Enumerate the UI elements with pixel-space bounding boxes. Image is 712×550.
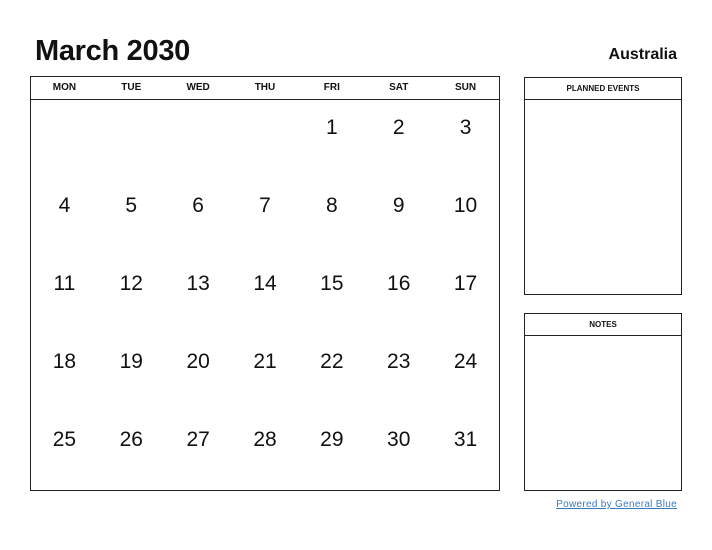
day-cell	[165, 100, 232, 178]
calendar-days	[31, 100, 499, 490]
day-cell: 24	[453, 350, 478, 373]
day-cell: 18	[52, 350, 77, 373]
day-cell: 26	[119, 428, 143, 451]
day-cell: 17	[453, 272, 478, 295]
day-cell: 2	[392, 116, 405, 139]
weekday-sat: SAT	[389, 82, 409, 93]
day-cell: 12	[119, 272, 143, 295]
day-cell: 27	[186, 428, 210, 451]
weekday-tue: TUE	[121, 82, 142, 93]
day-cell: 22	[320, 350, 344, 373]
day-cell	[98, 100, 165, 178]
day-cell: 14	[253, 272, 277, 295]
planned-events-heading: PLANNED EVENTS	[525, 78, 681, 100]
day-cell: 28	[253, 428, 277, 451]
day-cell: 16	[387, 272, 411, 295]
day-cell: 20	[186, 350, 210, 373]
day-cell: 25	[52, 428, 77, 451]
day-cell: 13	[186, 272, 210, 295]
powered-by-link[interactable]: Powered by General Blue	[556, 499, 677, 510]
day-cell: 3	[459, 116, 472, 139]
day-cell: 7	[259, 194, 271, 217]
page-title: March 2030	[35, 35, 190, 67]
day-cell: 10	[453, 194, 478, 217]
day-cell	[232, 100, 299, 178]
day-cell: 15	[320, 272, 344, 295]
day-cell: 31	[453, 428, 478, 451]
weekday-header-row	[31, 77, 499, 100]
day-cell: 1	[326, 116, 338, 139]
weekday-fri: FRI	[323, 82, 340, 93]
day-cell: 30	[387, 428, 411, 451]
country-label: Australia	[608, 46, 677, 63]
day-cell: 6	[192, 194, 204, 217]
day-cell: 8	[326, 194, 338, 217]
weekday-wed: WED	[186, 82, 210, 93]
weekday-sun: SUN	[455, 82, 477, 93]
day-cell: 9	[392, 194, 405, 217]
day-cell: 5	[125, 194, 138, 217]
weekday-thu: THU	[254, 82, 276, 93]
calendar-grid	[30, 76, 500, 491]
day-cell: 11	[53, 272, 76, 295]
day-cell: 19	[119, 350, 143, 373]
notes-panel	[524, 313, 682, 491]
day-cell	[31, 100, 98, 178]
planned-events-panel	[524, 77, 682, 295]
day-cell: 21	[253, 350, 277, 373]
day-cell: 29	[320, 428, 344, 451]
notes-heading: NOTES	[525, 314, 681, 336]
day-cell: 4	[58, 194, 71, 217]
day-cell: 23	[387, 350, 411, 373]
weekday-mon: MON	[52, 82, 77, 93]
